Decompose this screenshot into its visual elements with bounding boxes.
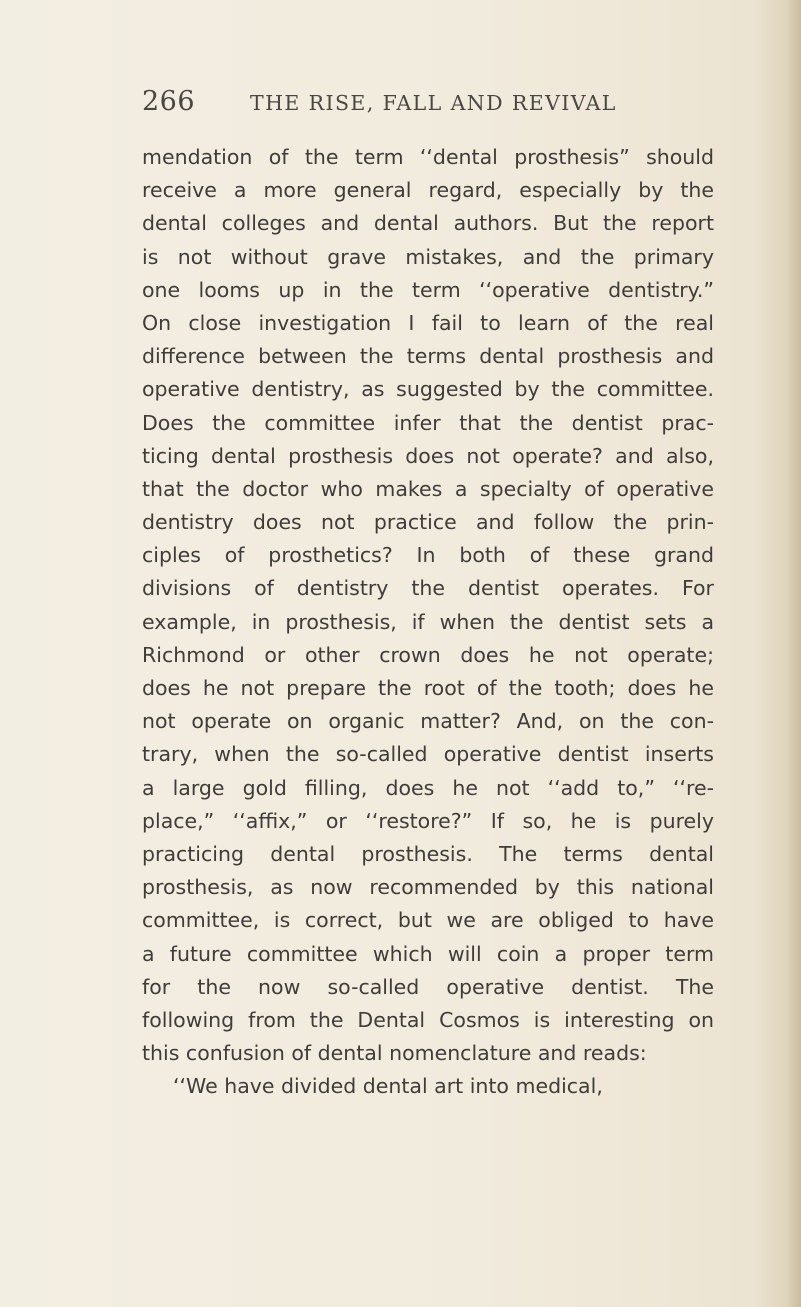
text-line: this confusion of dental nomenclature and reads: — [142, 1041, 647, 1066]
page-number: 266 — [142, 86, 196, 117]
text-line: a future committee which will coin a proper term — [142, 941, 714, 966]
running-head — [142, 86, 662, 122]
text-line: On close investigation I fail to learn of the real — [142, 310, 714, 335]
text-line: example, in prosthesis, if when the dentist sets a — [142, 609, 714, 634]
text-line: practicing dental prosthesis. The terms dental — [142, 841, 714, 866]
text-line: that the doctor who makes a specialty of operative — [142, 476, 714, 501]
text-line: one looms up in the term ‘‘operative dentistry.” — [142, 277, 714, 302]
text-line: Does the committee infer that the dentist prac- — [142, 410, 714, 435]
text-line: mendation of the term ‘‘dental prosthesis” should — [142, 145, 714, 169]
page-edge-shadow — [787, 0, 801, 1307]
text-line: following from the Dental Cosmos is interesting on — [142, 1007, 714, 1032]
text-line: ticing dental prosthesis does not operate? and also, — [142, 443, 714, 468]
text-line: committee, is correct, but we are obliged to have — [142, 908, 714, 933]
body-text — [142, 141, 714, 1103]
text-line: is not without grave mistakes, and the primary — [142, 244, 714, 269]
text-line: difference between the terms dental prosthesis and — [142, 344, 714, 369]
text-line: dental colleges and dental authors. But the report — [142, 211, 714, 236]
text-line: receive a more general regard, especially by the — [142, 178, 714, 203]
text-line: trary, when the so-called operative dentist inserts — [142, 742, 714, 767]
text-line: place,” ‘‘affix,” or ‘‘restore?” If so, he is purely — [142, 808, 714, 833]
text-line-indented: ‘‘We have divided dental art into medical, — [173, 1074, 603, 1099]
text-line: a large gold filling, does he not ‘‘add to,” ‘‘re- — [142, 775, 714, 800]
text-line: divisions of dentistry the dentist operates. For — [142, 576, 714, 601]
text-line: not operate on organic matter? And, on the con- — [142, 709, 714, 734]
text-line: for the now so-called operative dentist. The — [142, 974, 714, 999]
text-line: Richmond or other crown does he not operate; — [142, 642, 714, 667]
text-line: operative dentistry, as suggested by the committee. — [142, 377, 714, 402]
running-head-title: THE RISE, FALL AND REVIVAL — [250, 91, 617, 115]
text-line: does he not prepare the root of the tooth; does he — [142, 676, 714, 700]
text-line: prosthesis, as now recommended by this national — [142, 875, 714, 900]
text-line: ciples of prosthetics? In both of these grand — [142, 543, 714, 568]
text-line: dentistry does not practice and follow the prin- — [142, 510, 714, 535]
